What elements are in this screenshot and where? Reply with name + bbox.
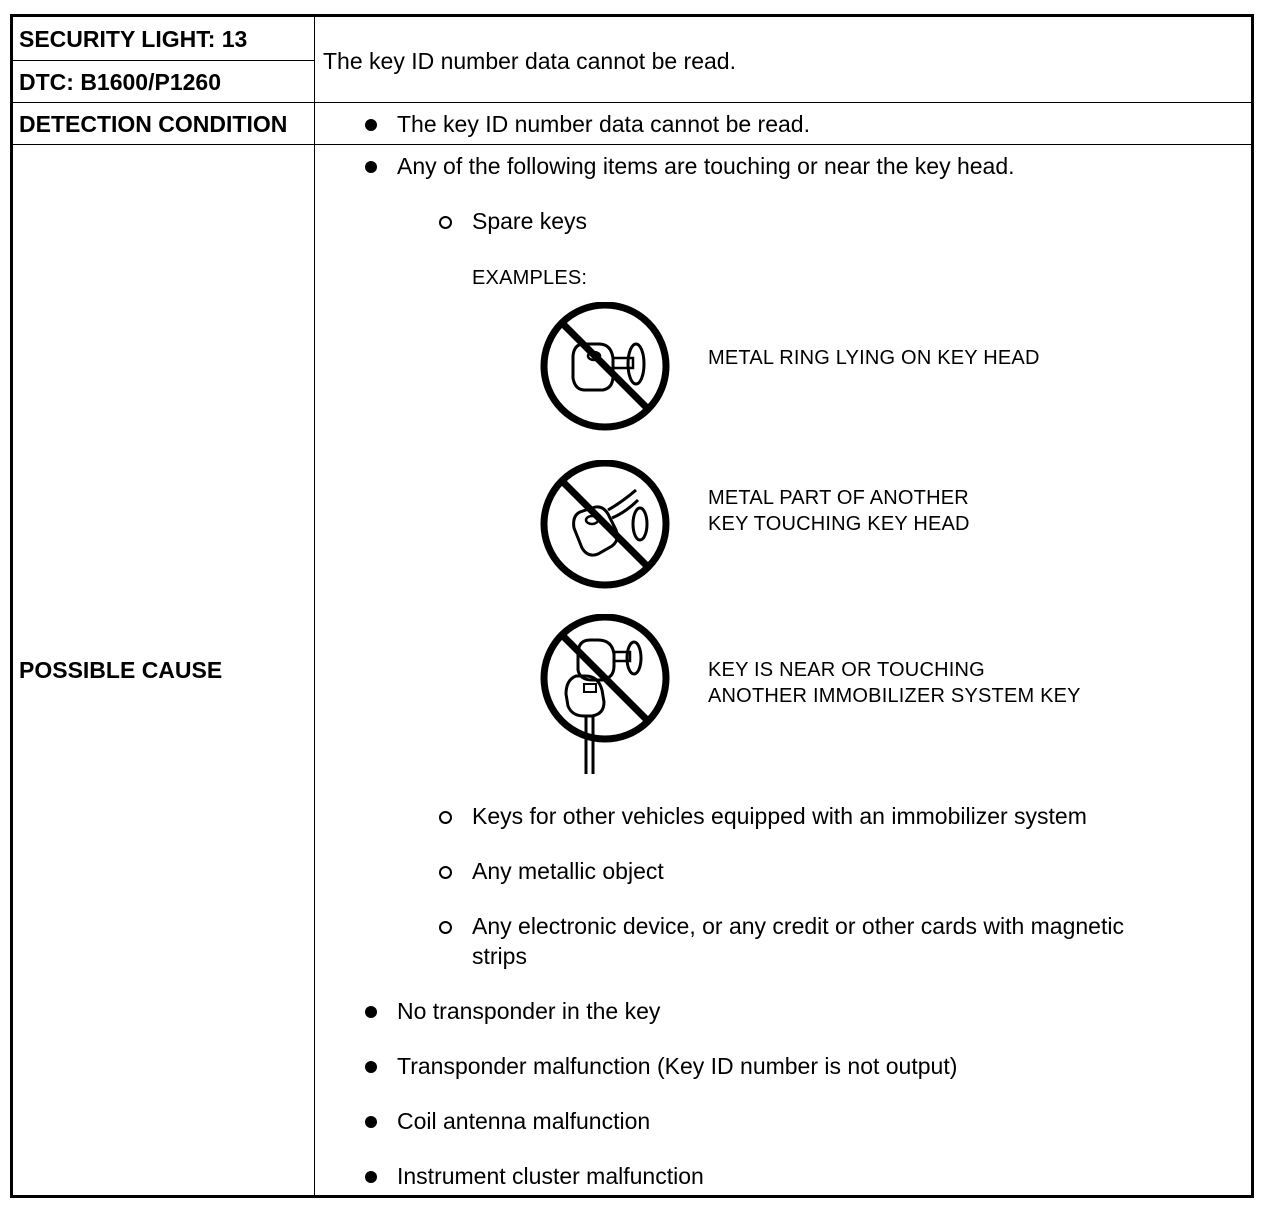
possible-cause-label: POSSIBLE CAUSE [19,657,223,683]
detection-condition-text: The key ID number data cannot be read. [397,111,810,137]
bullet-icon [365,1116,377,1128]
ring-bullet-icon [439,811,452,824]
sub-cause-metallic: Any metallic object [472,858,664,884]
example-caption: ANOTHER IMMOBILIZER SYSTEM KEY [708,685,1081,707]
cause-item: No transponder in the key [397,998,661,1024]
no-key-touching-icon [536,460,676,590]
example-caption: METAL PART OF ANOTHER [708,487,969,509]
bullet-icon [365,1171,377,1183]
cause-item: Transponder malfunction (Key ID number is not output) [397,1053,958,1079]
no-immobilizer-key-icon [536,614,676,774]
sub-cause-other-keys: Keys for other vehicles equipped with an immobilizer system [472,803,1087,829]
dtc-label: DTC: B1600/P1260 [19,69,221,95]
bullet-icon [365,1006,377,1018]
cause-item: Instrument cluster malfunction [397,1163,704,1189]
examples-label: EXAMPLES: [472,267,588,289]
bullet-icon [365,119,377,131]
security-light-label: SECURITY LIGHT: 13 [19,26,248,52]
example-caption: METAL RING LYING ON KEY HEAD [708,347,1040,369]
ring-bullet-icon [439,866,452,879]
bullet-icon [365,1061,377,1073]
example-caption: KEY IS NEAR OR TOUCHING [708,659,985,681]
row-divider [13,144,1251,145]
diagnostic-table [10,14,1254,1198]
row-divider [13,102,1251,103]
ring-bullet-icon [439,216,452,229]
ring-bullet-icon [439,921,452,934]
no-metal-ring-icon [536,302,676,432]
bullet-icon [365,161,377,173]
example-caption: KEY TOUCHING KEY HEAD [708,513,970,535]
cause-intro: Any of the following items are touching or near the key head. [397,153,1015,179]
row-divider [13,60,314,61]
sub-cause-electronic-cont: strips [472,943,527,969]
cause-item: Coil antenna malfunction [397,1108,651,1134]
detection-condition-label: DETECTION CONDITION [19,111,288,137]
sub-cause-electronic: Any electronic device, or any credit or other cards with magnetic [472,913,1124,939]
column-divider [314,17,315,1195]
sub-cause-spare-keys: Spare keys [472,208,588,234]
dtc-description: The key ID number data cannot be read. [323,48,736,74]
